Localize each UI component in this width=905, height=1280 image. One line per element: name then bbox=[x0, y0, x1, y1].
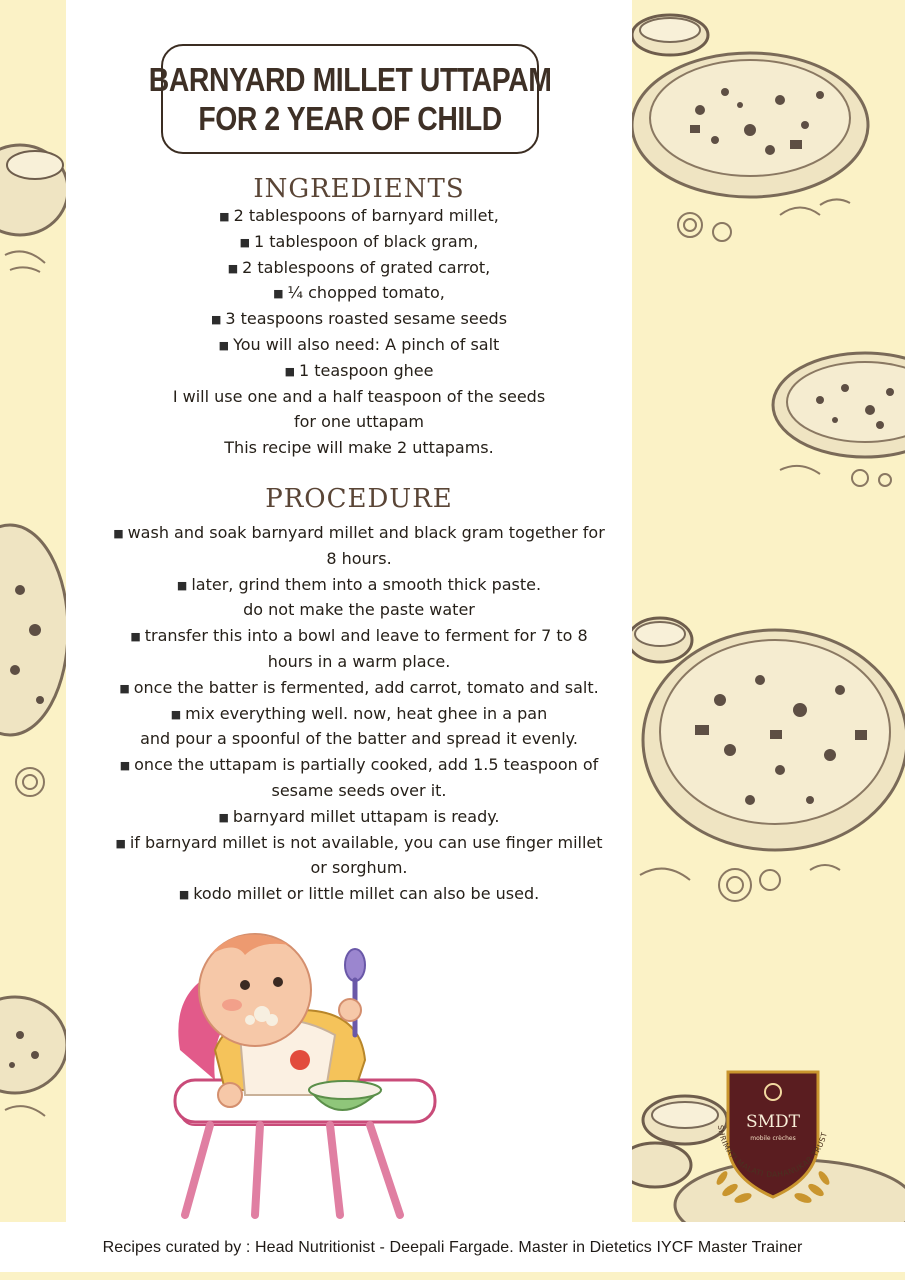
ingredients-line-text: ¼ chopped tomato, bbox=[287, 283, 445, 303]
ingredients-line-text: 1 tablespoon of black gram, bbox=[254, 231, 479, 251]
bullet-square-icon: ■ bbox=[113, 527, 124, 540]
ingredients-line-text: 3 teaspoons roasted sesame seeds bbox=[225, 309, 508, 329]
bullet-square-icon: ■ bbox=[130, 630, 141, 644]
logo-tagline: mobile crèches bbox=[750, 1135, 796, 1142]
procedure-line-text: once the batter is fermented, add carrot, tomato and salt. bbox=[133, 677, 599, 697]
procedure-line-text: once the uttapam is partially cooked, add 1.5 teaspoon of bbox=[134, 755, 599, 775]
recipe-title-line-2: FOR 2 YEAR OF CHILD bbox=[198, 100, 502, 137]
recipe-title-line-1: BARNYARD MILLET UTTAPAM bbox=[148, 61, 552, 98]
ingredients-line-text: for one uttapam bbox=[294, 412, 424, 432]
procedure-line-text: sesame seeds over it. bbox=[271, 780, 447, 800]
bullet-square-icon: ■ bbox=[219, 210, 230, 223]
bullet-square-icon: ■ bbox=[119, 759, 131, 773]
procedure-heading: PROCEDURE bbox=[265, 484, 453, 514]
uttapam-illustration-left-top bbox=[0, 135, 70, 285]
procedure-line bbox=[66, 520, 652, 546]
ingredients-list bbox=[66, 203, 652, 461]
bullet-square-icon: ■ bbox=[119, 681, 130, 695]
logo-ring-text: SHRIMATI MALATI DAHANUKAR TRUST bbox=[716, 1124, 829, 1180]
ingredients-line-text: I will use one and a half teaspoon of the seeds bbox=[172, 386, 546, 406]
baby-eating-illustration bbox=[150, 930, 450, 1220]
procedure-line bbox=[66, 675, 652, 701]
procedure-line bbox=[66, 572, 652, 598]
smdt-logo bbox=[708, 1062, 838, 1212]
procedure-line-text: hours in a warm place. bbox=[267, 651, 451, 671]
logo-name: SMDT bbox=[745, 1112, 801, 1132]
procedure-line-text: or sorghum. bbox=[310, 858, 408, 878]
procedure-line bbox=[66, 726, 652, 752]
procedure-line bbox=[66, 752, 652, 778]
uttapam-illustration-left-mid bbox=[0, 520, 70, 820]
ingredients-line bbox=[66, 280, 652, 306]
procedure-line-text: transfer this into a bowl and leave to ferment for 7 to 8 bbox=[144, 626, 588, 646]
procedure-line-text: later, grind them into a smooth thick paste. bbox=[191, 574, 542, 594]
uttapam-illustration-left-bottom bbox=[0, 985, 70, 1135]
ingredients-heading: INGREDIENTS bbox=[253, 174, 465, 204]
bullet-square-icon: ■ bbox=[210, 313, 222, 327]
bullet-square-icon: ■ bbox=[178, 888, 190, 902]
procedure-line-text: mix everything well. now, heat ghee in a pan bbox=[185, 703, 548, 723]
procedure-line-text: 8 hours. bbox=[326, 548, 392, 568]
bullet-square-icon: ■ bbox=[239, 235, 251, 249]
procedure-line bbox=[66, 597, 652, 623]
bullet-square-icon: ■ bbox=[218, 810, 229, 824]
footer-credit-text: Recipes curated by : Head Nutritionist - Deepali Fargade. Master in Dietetics IYCF Master Trainer bbox=[102, 1239, 803, 1256]
ingredients-line bbox=[66, 409, 652, 435]
bullet-square-icon: ■ bbox=[170, 707, 182, 721]
procedure-line-text: wash and soak barnyard millet and black gram together for bbox=[127, 523, 605, 542]
procedure-line bbox=[66, 778, 652, 804]
procedure-line-text: and pour a spoonful of the batter and spread it evenly. bbox=[140, 729, 578, 749]
procedure-line-text: do not make the paste water bbox=[243, 600, 475, 620]
uttapam-illustration-right-lower bbox=[630, 600, 905, 930]
procedure-list bbox=[66, 520, 652, 907]
bullet-square-icon: ■ bbox=[218, 338, 230, 352]
procedure-line bbox=[66, 701, 652, 727]
procedure-line bbox=[66, 830, 652, 856]
ingredients-line bbox=[66, 255, 652, 281]
recipe-title-box bbox=[148, 44, 552, 154]
bullet-square-icon: ■ bbox=[227, 261, 239, 275]
procedure-line bbox=[66, 855, 652, 881]
procedure-line-text: kodo millet or little millet can also be used. bbox=[193, 884, 540, 904]
procedure-line bbox=[66, 881, 652, 907]
ingredients-line-text: You will also need: A pinch of salt bbox=[233, 334, 500, 354]
ingredients-line-text: 1 teaspoon ghee bbox=[298, 360, 434, 380]
uttapam-illustration-top-right bbox=[630, 0, 905, 260]
ingredients-line bbox=[66, 384, 652, 410]
ingredients-line-text: 2 tablespoons of grated carrot, bbox=[242, 257, 491, 277]
bullet-square-icon: ■ bbox=[176, 578, 188, 592]
procedure-line bbox=[66, 804, 652, 830]
bullet-square-icon: ■ bbox=[273, 287, 284, 301]
uttapam-illustration-right-mid bbox=[770, 330, 905, 500]
procedure-line-text: if barnyard millet is not available, you can use finger millet bbox=[129, 832, 603, 852]
bullet-square-icon: ■ bbox=[115, 836, 126, 850]
procedure-line-text: barnyard millet uttapam is ready. bbox=[232, 806, 500, 826]
footer-credit-bar bbox=[0, 1222, 905, 1272]
ingredients-line bbox=[66, 332, 652, 358]
procedure-line bbox=[66, 649, 652, 675]
ingredients-line-text: 2 tablespoons of barnyard millet, bbox=[233, 206, 499, 225]
procedure-line bbox=[66, 546, 652, 572]
ingredients-line bbox=[66, 203, 652, 229]
ingredients-line bbox=[66, 229, 652, 255]
ingredients-line bbox=[66, 435, 652, 461]
ingredients-line-text: This recipe will make 2 uttapams. bbox=[224, 438, 494, 458]
recipe-title bbox=[149, 60, 552, 138]
procedure-line bbox=[66, 623, 652, 649]
ingredients-line bbox=[66, 358, 652, 384]
ingredients-line bbox=[66, 306, 652, 332]
bullet-square-icon: ■ bbox=[284, 364, 295, 378]
